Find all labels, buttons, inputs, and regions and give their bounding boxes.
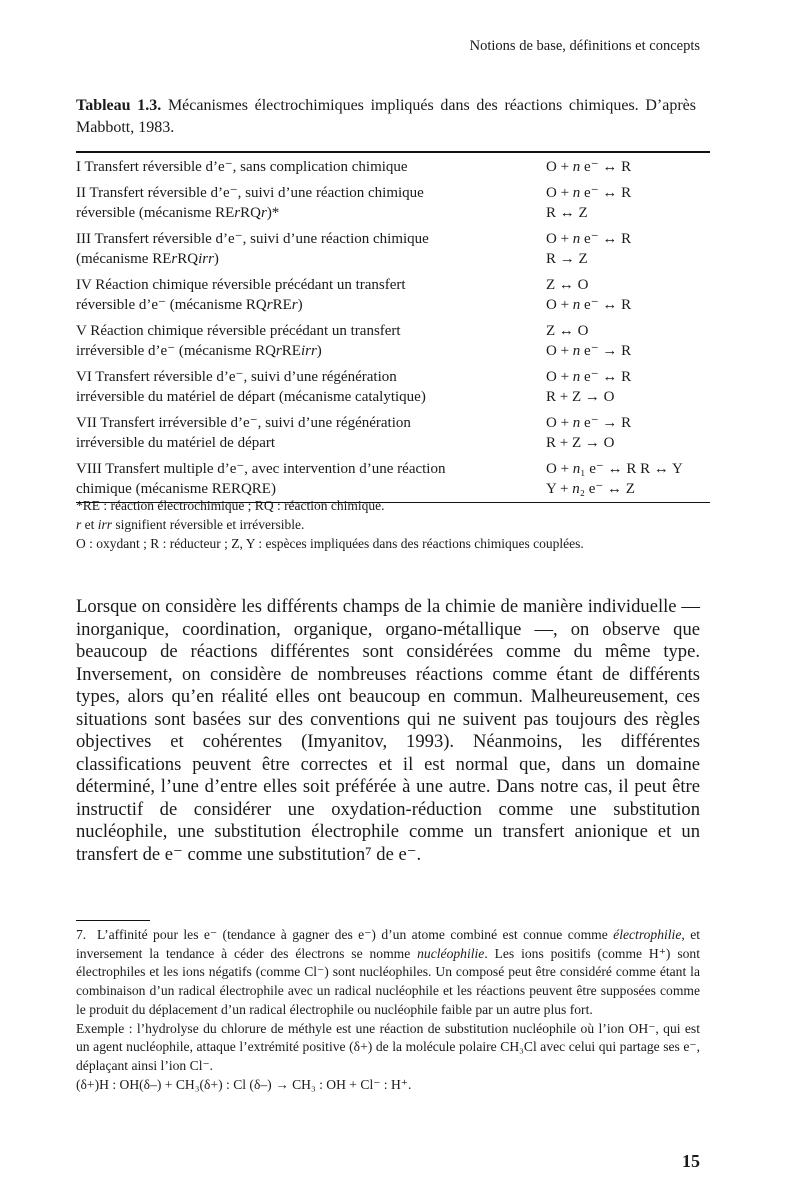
mechanism-description: VII Transfert irréversible d’e⁻, suivi d’une régénération irréversible du matériel de départ: [76, 415, 411, 451]
table-row: [76, 364, 710, 410]
mechanism-description: V Réaction chimique réversible précédant un transfert irréversible d’e⁻ (mécanisme RQrREirr): [76, 323, 401, 359]
footnote-7: [76, 926, 700, 1094]
mechanism-equation: Z ↔ O O + n e⁻ → R: [546, 323, 632, 359]
table-caption: [76, 95, 696, 139]
mechanism-equation: Z ↔ O O + n e⁻ ↔ R: [546, 277, 632, 313]
note-irr: irr: [97, 517, 113, 532]
table-row: [76, 180, 710, 226]
mechanism-description: III Transfert réversible d’e⁻, suivi d’une réaction chimique (mécanisme RErRQirr): [76, 231, 429, 267]
table-row: [76, 153, 710, 180]
mechanism-description: VIII Transfert multiple d’e⁻, avec intervention d’une réaction chimique (mécanisme RERQRE): [76, 461, 446, 497]
note-species: O : oxydant ; R : réducteur ; Z, Y : espèces impliquées dans des réactions chimiques couplées.: [76, 536, 584, 551]
table-row: [76, 410, 710, 456]
mechanism-equation: O + n e⁻ ↔ R R + Z → O: [546, 369, 632, 405]
mechanism-description: IV Réaction chimique réversible précédant un transfert réversible d’e⁻ (mécanisme RQrREr): [76, 277, 406, 313]
note-r: r: [76, 517, 82, 532]
footnote-number: 7.: [76, 927, 87, 942]
note-abbreviations: *RE : réaction électrochimique ; RQ : réaction chimique.: [76, 498, 385, 513]
table-caption-text: Mécanismes électrochimiques impliqués dans des réactions chimiques. D’après Mabbott, 1983.: [76, 97, 697, 136]
table-row: [76, 226, 710, 272]
mechanism-description: I Transfert réversible d’e⁻, sans complication chimique: [76, 159, 408, 175]
mechanisms-table: [76, 151, 710, 503]
footnote-paragraph-2: Exemple : l’hydrolyse du chlorure de méthyle est une réaction de substitution nucléophile où l’ion OH⁻, qui est un agent nucléophile, attaque l’extrémité positive (δ+) de la molécule polaire CH₃Cl avec celui qui partage ses e⁻, déplaçant ainsi l’ion Cl⁻.: [76, 1020, 700, 1073]
mechanism-equation: O + n e⁻ → R R + Z → O: [546, 415, 632, 451]
body-paragraph: Lorsque on considère les différents champs de la chimie de manière individuelle — inorganique, coordination, organique, organo-métallique —, on observe que beaucoup de réactions différentes sont considérées comme du même type. Inversement, on considère de nombreuses réactions comme étant de différents types, alors qu’en réalité elles ont beaucoup en commun. Malheureusement, ces situations sont basées sur des conventions qui ne suivent pas toujours des règles objectives et cohérentes (Imyanitov, 1993). Néanmoins, les différentes classifications peuvent être correctes et il est normal que, dans un domaine déterminé, l’une d’entre elles soit préférée à une autre. Dans notre cas, il peut être instructif de considérer une oxydation-réduction comme une substitution nucléophile, une substitution électrophile comme un transfert anionique et un transfert de e⁻ comme une substitution⁷ de e⁻.: [76, 596, 700, 865]
mechanism-description: VI Transfert réversible d’e⁻, suivi d’une régénération irréversible du matériel de départ (mécanisme catalytique): [76, 369, 426, 405]
running-head: Notions de base, définitions et concepts: [469, 38, 700, 54]
footnote-text-1: L’affinité pour les e⁻ (tendance à gagner des e⁻) d’un atome combiné est connue comme électrophilie, et inversement la tendance à céder des électrons se nomme nucléophilie. Les ions positifs (comme H⁺) sont électrophiles et les ions négatifs (comme Cl⁻) sont nucléophiles. Un composé peut être considéré comme étant la combinaison d’un radical électrophile avec un radical nucléophile et les réactions peuvent être supposées comme le produit du déplacement d’un radical électrophile ou nucléophile faible par un autre plus fort.: [76, 927, 701, 1017]
table-row: [76, 318, 710, 364]
mechanism-equation: O + n e⁻ ↔ R: [546, 159, 632, 175]
footnote-equation: (δ+)H : OH(δ–) + CH₃(δ+) : Cl (δ–) → CH₃ : OH + Cl⁻ : H⁺.: [76, 1076, 412, 1092]
footnote-rule: [76, 920, 150, 921]
page-number: 15: [682, 1151, 700, 1171]
table-body: [76, 153, 710, 502]
footnote-paragraph-1: [76, 926, 700, 1020]
mechanism-equation: O + n e⁻ ↔ R R ↔ Z: [546, 185, 632, 221]
table-label: Tableau 1.3.: [76, 97, 162, 114]
note-r-irr: r et irr signifient réversible et irréversible.: [76, 517, 305, 532]
mechanism-equation: O + n e⁻ ↔ R R → Z: [546, 231, 632, 267]
mechanism-equation: O + n₁ e⁻ ↔ R R ↔ Y Y + n₂ e⁻ ↔ Z: [546, 461, 683, 497]
table-notes: [76, 496, 716, 553]
table-row: [76, 272, 710, 318]
mechanism-description: II Transfert réversible d’e⁻, suivi d’une réaction chimique réversible (mécanisme RErRQr)*: [76, 185, 424, 221]
